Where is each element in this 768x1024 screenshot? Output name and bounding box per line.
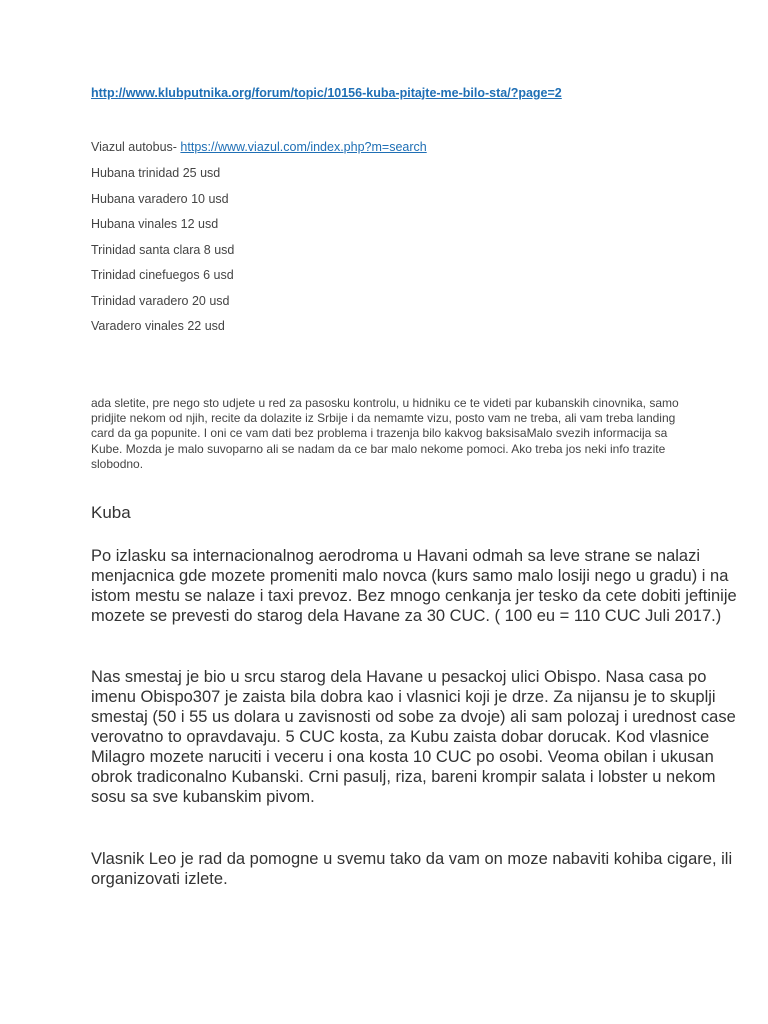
viazul-link[interactable]: https://www.viazul.com/index.php?m=search [180,140,427,154]
viazul-line [91,140,427,154]
section-heading: Kuba [91,503,131,522]
list-item: Varadero vinales 22 usd [91,319,225,333]
list-item: Hubana trinidad 25 usd [91,166,221,180]
list-item: Trinidad varadero 20 usd [91,293,230,308]
list-item: Hubana varadero 10 usd [91,191,229,206]
list-item: Trinidad santa clara 8 usd [91,242,235,257]
owner-paragraph: Vlasnik Leo je rad da pomogne u svemu tako da vam on moze nabaviti kohiba cigare, ili organizovati izlete. [91,850,733,888]
forum-link[interactable]: http://www.klubputnika.org/forum/topic/10156-kuba-pitajte-me-bilo-sta/?page=2 [91,86,562,100]
list-item: Hubana vinales 12 usd [91,217,219,231]
list-item: Trinidad cinefuegos 6 usd [91,268,234,282]
arrival-paragraph: ada sletite, pre nego sto udjete u red za pasosku kontrolu, u hidniku ce te videti par kubanskih cinovnika, samo pridjite nekom od njih, recite da dolazite iz Srbije i da nemamte vizu, posto vam ne treba, ali vam treba landing card da ga popunite. I oni ce vam dati bez problema i trazenja bilo kakvog baksisaMalo svezih informacija sa Kube. Mozda je malo suvoparno ali se nadam da ce bar malo nekome pomoci. Ako treba jos neki info trazite slobodno. [91,396,679,471]
bus-price-list [91,166,234,345]
airport-paragraph: Po izlasku sa internacionalnog aerodroma u Havani odmah sa leve strane se nalazi menjacnica gde mozete promeniti malo novca (kurs samo malo losiji nego u gradu) i na istom mestu se nalaze i taxi prevoz. Bez mnogo cenkanja jer tesko da cete dobiti jeftinije mozete se prevesti do starog dela Havane za 30 CUC. ( 100 eu = 110 CUC Juli 2017.) [91,547,737,625]
viazul-label: Viazul autobus- [91,140,181,154]
accommodation-paragraph: Nas smestaj je bio u srcu starog dela Havane u pesackoj ulici Obispo. Nasa casa po imenu Obispo307 je zaista bila dobra kao i vlasnici koji je drze. Za nijansu je to skuplji smestaj (50 i 55 us dolara u zavisnosti od sobe za dvoje) ali sam polozaj i urednost case verovatno to opravdavaju. 5 CUC kosta, za Kubu zaista dobar dorucak. Kod vlasnice Milagro mozete naruciti i veceru i ona kosta 10 CUC po osobi. Veoma obilan i ukusan obrok tradiconalno Kubanski. Crni pasulj, riza, bareni krompir salata i lobster u nekom sosu sa sve kubanskim pivom. [91,668,736,806]
